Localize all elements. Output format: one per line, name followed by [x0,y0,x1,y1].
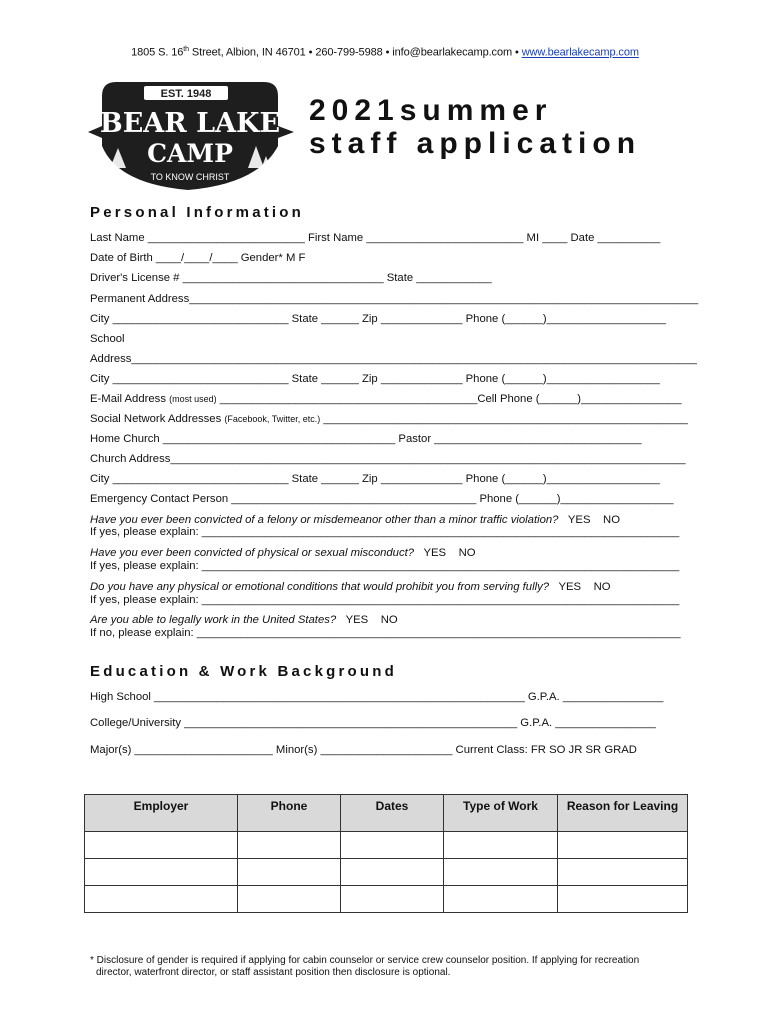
explain-conditions[interactable]: If yes, please explain: ____________________________________________________________________________ [90,594,680,606]
field-high-school[interactable]: High School ___________________________________________________________ G.P.A. ________________ [90,691,664,703]
yes-option[interactable]: YES [423,547,447,559]
field-emergency-contact[interactable]: Emergency Contact Person _______________________________________ Phone (______)__________________ [90,493,674,505]
yes-option[interactable]: YES [558,581,582,593]
footnote [90,955,690,979]
field-major-minor-class[interactable]: Major(s) ______________________ Minor(s) _____________________ Current Class: FR SO JR SR GRAD [90,744,637,756]
email-label: E-Mail Address [90,393,170,405]
table-cell[interactable] [238,832,341,859]
field-social-row[interactable] [90,412,688,426]
email-note: (most used) [169,394,217,404]
table-row [85,859,688,886]
col-reason-for-leaving: Reason for Leaving [558,795,688,832]
table-cell[interactable] [558,859,688,886]
col-type-of-work: Type of Work [444,795,558,832]
address-contact: Street, Albion, IN 46701 • 260-799-5988 • info@bearlakecamp.com • [188,46,522,59]
field-school-address[interactable]: Address__________________________________________________________________________________________ [90,353,697,365]
field-city-row-1[interactable]: City ____________________________ State ______ Zip _____________ Phone (______)___________________ [90,313,667,325]
label-school: School [90,333,125,345]
email-cell-blank: _________________________________________Cell Phone (______)________________ [216,393,682,405]
section-education-heading: Education & Work Background [90,663,397,680]
field-church-address[interactable]: Church Address__________________________________________________________________________________ [90,453,686,465]
employment-table [84,794,688,913]
table-cell[interactable] [85,859,238,886]
table-cell[interactable] [238,886,341,913]
title-line-2: staff application [309,127,642,160]
no-option[interactable]: NO [603,514,620,526]
address-sup: th [183,46,189,53]
col-dates: Dates [341,795,444,832]
col-employer: Employer [85,795,238,832]
field-permanent-address[interactable]: Permanent Address_________________________________________________________________________________ [90,293,699,305]
svg-text:CAMP: CAMP [147,139,233,168]
table-cell[interactable] [444,859,558,886]
question-text: Have you ever been convicted of physical or sexual misconduct? [90,547,415,559]
address-text: 1805 S. 16 [131,46,184,59]
section-personal-heading: Personal Information [90,204,305,221]
table-cell[interactable] [558,886,688,913]
bear-lake-camp-logo [88,76,294,194]
question-legal-work [90,613,398,627]
yes-option[interactable]: YES [567,514,591,526]
table-cell[interactable] [341,886,444,913]
no-option[interactable]: NO [458,547,476,559]
social-label: Social Network Addresses [90,413,225,425]
field-name-row[interactable]: Last Name _________________________ First Name _________________________ MI ____ Date __________ [90,232,661,244]
website-link[interactable]: www.bearlakecamp.com [521,46,639,59]
field-email-row[interactable] [90,392,682,406]
field-college[interactable]: College/University _____________________________________________________ G.P.A. ________________ [90,717,656,729]
field-city-row-2[interactable]: City ____________________________ State ______ Zip _____________ Phone (______)__________________ [90,373,660,385]
table-cell[interactable] [238,859,341,886]
table-cell[interactable] [444,886,558,913]
svg-text:EST. 1948: EST. 1948 [160,88,212,100]
field-church-row[interactable]: Home Church _____________________________________ Pastor _________________________________ [90,433,642,445]
explain-misconduct[interactable]: If yes, please explain: ____________________________________________________________________________ [90,560,680,572]
no-option[interactable]: NO [380,614,398,626]
col-phone: Phone [238,795,341,832]
no-option[interactable]: NO [593,581,611,593]
question-text: Do you have any physical or emotional conditions that would prohibit you from serving fully? [90,581,550,593]
title-line-1: 2021summer [309,94,553,127]
field-dob-gender-row[interactable]: Date of Birth ____/____/____ Gender* M F [90,252,306,264]
field-city-row-3[interactable]: City ____________________________ State ______ Zip _____________ Phone (______)__________________ [90,473,660,485]
header-address [0,46,770,59]
table-cell[interactable] [444,832,558,859]
table-row [85,832,688,859]
footnote-line-2: director, waterfront director, or staff assistant position then disclosure is optional. [96,967,451,978]
table-cell[interactable] [341,832,444,859]
application-title [309,94,641,160]
table-cell[interactable] [558,832,688,859]
question-misconduct [90,546,476,560]
explain-felony[interactable]: If yes, please explain: ____________________________________________________________________________ [90,526,680,538]
field-license-row[interactable]: Driver's License # ________________________________ State ____________ [90,272,492,284]
question-text: Have you ever been convicted of a felony or misdemeanor other than a minor traffic violation? [90,514,559,526]
social-note: (Facebook, Twitter, etc.) [224,414,321,424]
question-text: Are you able to legally work in the United States? [90,614,337,626]
table-row [85,886,688,913]
yes-option[interactable]: YES [345,614,369,626]
social-blank: __________________________________________________________ [320,413,688,425]
table-cell[interactable] [85,832,238,859]
table-cell[interactable] [85,886,238,913]
svg-text:TO KNOW CHRIST: TO KNOW CHRIST [150,172,230,182]
svg-text:BEAR LAKE: BEAR LAKE [99,108,281,139]
table-cell[interactable] [341,859,444,886]
question-conditions [90,580,611,594]
table-header-row [85,795,688,832]
footnote-line-1: * Disclosure of gender is required if applying for cabin counselor or service crew counselor position. If applying for recreation [90,955,640,966]
explain-legal-work[interactable]: If no, please explain: _____________________________________________________________________________ [90,627,681,639]
